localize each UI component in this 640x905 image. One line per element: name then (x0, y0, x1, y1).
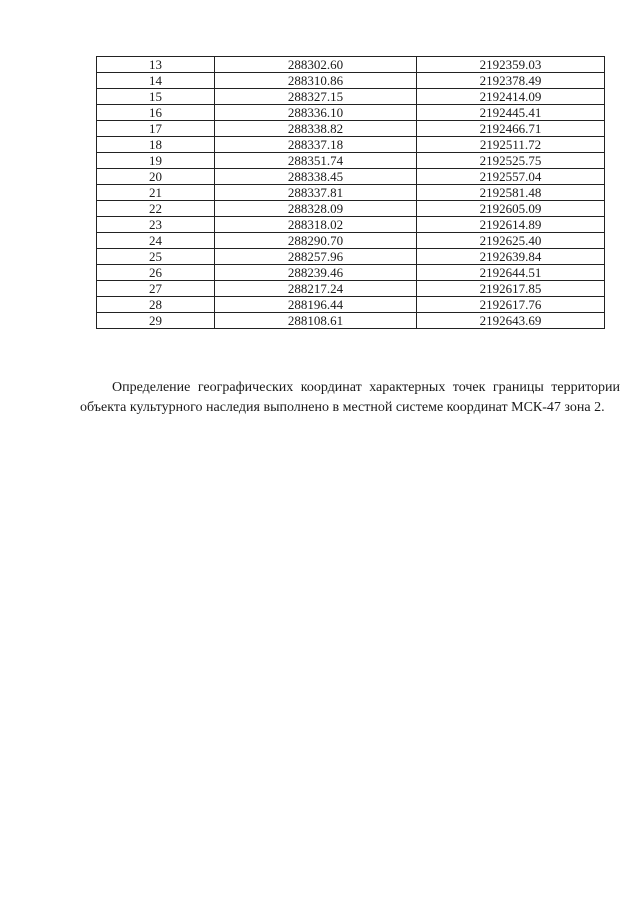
y-coordinate-cell: 2192378.49 (417, 73, 605, 89)
table-row (97, 313, 605, 329)
x-coordinate-cell: 288328.09 (215, 201, 417, 217)
x-coordinate-cell: 288108.61 (215, 313, 417, 329)
table-row (97, 281, 605, 297)
y-coordinate-cell: 2192614.89 (417, 217, 605, 233)
x-coordinate-cell: 288337.81 (215, 185, 417, 201)
table-row (97, 137, 605, 153)
y-coordinate-cell: 2192617.85 (417, 281, 605, 297)
y-coordinate-cell: 2192525.75 (417, 153, 605, 169)
point-number-cell: 15 (97, 89, 215, 105)
y-coordinate-cell: 2192557.04 (417, 169, 605, 185)
y-coordinate-cell: 2192625.40 (417, 233, 605, 249)
table-row (97, 57, 605, 73)
x-coordinate-cell: 288336.10 (215, 105, 417, 121)
y-coordinate-cell: 2192581.48 (417, 185, 605, 201)
coordinate-system-note (80, 378, 620, 418)
x-coordinate-cell: 288239.46 (215, 265, 417, 281)
x-coordinate-cell: 288310.86 (215, 73, 417, 89)
y-coordinate-cell: 2192359.03 (417, 57, 605, 73)
point-number-cell: 17 (97, 121, 215, 137)
point-number-cell: 24 (97, 233, 215, 249)
point-number-cell: 25 (97, 249, 215, 265)
note-paragraph: Определение географических координат характерных точек границы территории объекта культурного наследия выполнено в местной системе координат МСК-47 зона 2. (80, 380, 620, 415)
table-row (97, 153, 605, 169)
point-number-cell: 27 (97, 281, 215, 297)
y-coordinate-cell: 2192605.09 (417, 201, 605, 217)
x-coordinate-cell: 288327.15 (215, 89, 417, 105)
table-row (97, 73, 605, 89)
y-coordinate-cell: 2192466.71 (417, 121, 605, 137)
point-number-cell: 18 (97, 137, 215, 153)
table-row (97, 233, 605, 249)
table-row (97, 89, 605, 105)
point-number-cell: 29 (97, 313, 215, 329)
table-row (97, 105, 605, 121)
coordinates-table-body (97, 57, 605, 329)
y-coordinate-cell: 2192639.84 (417, 249, 605, 265)
point-number-cell: 16 (97, 105, 215, 121)
x-coordinate-cell: 288302.60 (215, 57, 417, 73)
point-number-cell: 23 (97, 217, 215, 233)
y-coordinate-cell: 2192414.09 (417, 89, 605, 105)
point-number-cell: 28 (97, 297, 215, 313)
table-row (97, 121, 605, 137)
y-coordinate-cell: 2192445.41 (417, 105, 605, 121)
y-coordinate-cell: 2192643.69 (417, 313, 605, 329)
table-row (97, 201, 605, 217)
table-row (97, 249, 605, 265)
x-coordinate-cell: 288351.74 (215, 153, 417, 169)
point-number-cell: 22 (97, 201, 215, 217)
point-number-cell: 21 (97, 185, 215, 201)
x-coordinate-cell: 288337.18 (215, 137, 417, 153)
x-coordinate-cell: 288196.44 (215, 297, 417, 313)
x-coordinate-cell: 288318.02 (215, 217, 417, 233)
point-number-cell: 26 (97, 265, 215, 281)
y-coordinate-cell: 2192511.72 (417, 137, 605, 153)
point-number-cell: 13 (97, 57, 215, 73)
x-coordinate-cell: 288338.45 (215, 169, 417, 185)
table-row (97, 217, 605, 233)
x-coordinate-cell: 288217.24 (215, 281, 417, 297)
point-number-cell: 19 (97, 153, 215, 169)
table-row (97, 297, 605, 313)
y-coordinate-cell: 2192644.51 (417, 265, 605, 281)
x-coordinate-cell: 288290.70 (215, 233, 417, 249)
point-number-cell: 14 (97, 73, 215, 89)
x-coordinate-cell: 288257.96 (215, 249, 417, 265)
y-coordinate-cell: 2192617.76 (417, 297, 605, 313)
coordinates-table (96, 56, 605, 329)
table-row (97, 185, 605, 201)
x-coordinate-cell: 288338.82 (215, 121, 417, 137)
point-number-cell: 20 (97, 169, 215, 185)
table-row (97, 169, 605, 185)
table-row (97, 265, 605, 281)
